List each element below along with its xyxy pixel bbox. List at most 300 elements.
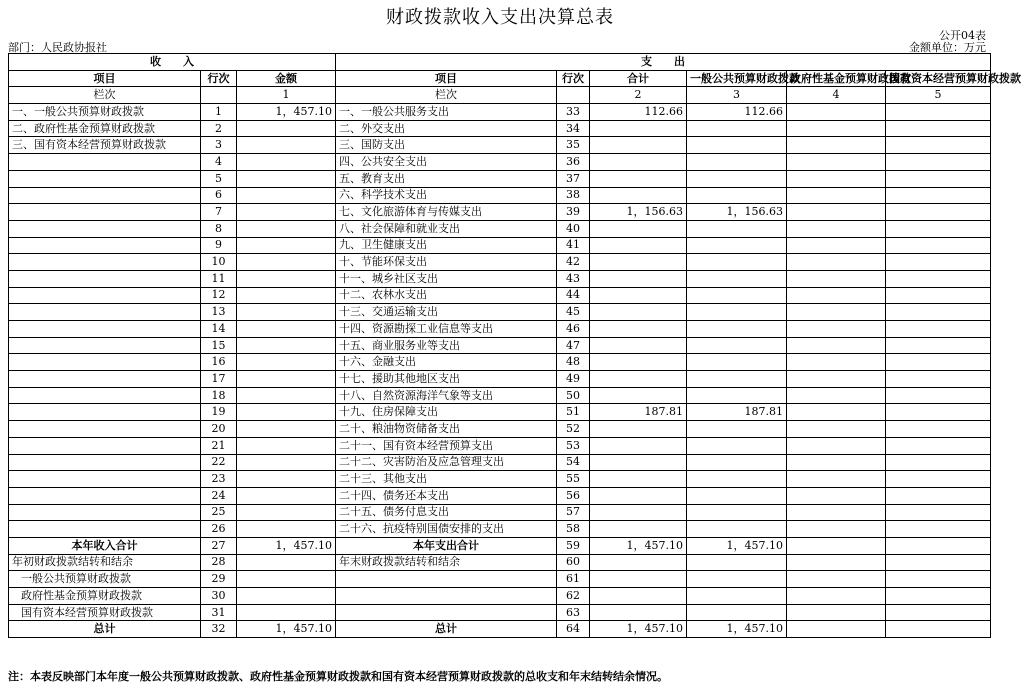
expense-rowno-cell: 34 — [557, 120, 590, 137]
amount-unit-label: 金额单位：万元 — [909, 41, 986, 54]
expense-total-cell — [590, 287, 687, 304]
general-budget-cell — [687, 170, 787, 187]
expense-total-cell — [590, 588, 687, 605]
expense-item-cell: 十三、交通运输支出 — [336, 304, 557, 321]
state-capital-cell — [886, 454, 991, 471]
table-row — [9, 604, 991, 621]
general-budget-cell: 112.66 — [687, 104, 787, 121]
income-item-cell — [9, 354, 201, 371]
income-rowno-cell: 1 — [201, 104, 237, 121]
table-row — [9, 588, 991, 605]
general-budget-cell — [687, 504, 787, 521]
expense-item-cell: 二十四、债务还本支出 — [336, 487, 557, 504]
expense-rowno-cell: 40 — [557, 220, 590, 237]
gov-fund-cell — [787, 404, 886, 421]
table-row — [9, 471, 991, 488]
table-row — [9, 521, 991, 538]
income-amount-cell — [237, 404, 336, 421]
income-amount-cell — [237, 504, 336, 521]
income-amount-cell — [237, 254, 336, 271]
expense-rowno-cell: 62 — [557, 588, 590, 605]
table-row — [9, 404, 991, 421]
expense-total-cell — [590, 237, 687, 254]
income-rowno-cell: 23 — [201, 471, 237, 488]
table-row — [9, 337, 991, 354]
income-rowno-cell: 14 — [201, 321, 237, 338]
income-rowno-cell: 15 — [201, 337, 237, 354]
income-amount-cell — [237, 270, 336, 287]
table-row — [9, 321, 991, 338]
income-rowno-cell: 19 — [201, 404, 237, 421]
state-capital-cell — [886, 254, 991, 271]
expense-rowno-cell: 43 — [557, 270, 590, 287]
table-row — [9, 354, 991, 371]
income-item-cell — [9, 487, 201, 504]
general-budget-cell — [687, 120, 787, 137]
expense-total-cell — [590, 137, 687, 154]
expense-total-cell — [590, 220, 687, 237]
expense-item-cell: 二十三、其他支出 — [336, 471, 557, 488]
expense-rowno-cell: 42 — [557, 254, 590, 271]
income-item-cell — [9, 521, 201, 538]
expense-total-cell — [590, 187, 687, 204]
col-number-1: 1 — [237, 87, 336, 104]
general-budget-cell — [687, 254, 787, 271]
expense-total-cell — [590, 387, 687, 404]
general-budget-cell — [687, 487, 787, 504]
state-capital-cell — [886, 487, 991, 504]
gov-fund-cell — [787, 354, 886, 371]
expense-item-cell: 二十五、债务付息支出 — [336, 504, 557, 521]
expense-item-cell: 九、卫生健康支出 — [336, 237, 557, 254]
general-budget-cell: 1，457.10 — [687, 537, 787, 554]
expense-total-cell — [590, 487, 687, 504]
state-capital-cell — [886, 471, 991, 488]
expense-item-cell: 五、教育支出 — [336, 170, 557, 187]
col-number-2: 2 — [590, 87, 687, 104]
expense-total-cell — [590, 454, 687, 471]
income-item-cell — [9, 437, 201, 454]
expense-item-cell: 十六、金融支出 — [336, 354, 557, 371]
general-budget-cell — [687, 554, 787, 571]
gov-fund-cell — [787, 170, 886, 187]
state-capital-cell — [886, 137, 991, 154]
income-amount-header: 金额 — [237, 70, 336, 87]
general-budget-cell — [687, 321, 787, 338]
income-rowno-cell: 13 — [201, 304, 237, 321]
income-rowno-header: 行次 — [201, 70, 237, 87]
expense-rowno-cell: 35 — [557, 137, 590, 154]
income-item-cell — [9, 170, 201, 187]
gov-fund-cell — [787, 237, 886, 254]
gov-fund-cell — [787, 321, 886, 338]
expense-rowno-cell: 49 — [557, 371, 590, 388]
expense-item-cell: 总计 — [336, 621, 557, 638]
expense-item-cell: 十二、农林水支出 — [336, 287, 557, 304]
expense-rowno-cell: 63 — [557, 604, 590, 621]
income-amount-cell — [237, 471, 336, 488]
income-rowno-cell: 24 — [201, 487, 237, 504]
gov-fund-cell — [787, 471, 886, 488]
expense-total-cell — [590, 304, 687, 321]
income-rowno-cell: 30 — [201, 588, 237, 605]
expense-item-cell: 六、科学技术支出 — [336, 187, 557, 204]
expense-item-cell: 一、一般公共服务支出 — [336, 104, 557, 121]
income-item-cell: 二、政府性基金预算财政拨款 — [9, 120, 201, 137]
state-capital-cell — [886, 571, 991, 588]
expense-item-cell — [336, 588, 557, 605]
general-budget-cell: 1，156.63 — [687, 204, 787, 221]
expense-total-cell: 1，457.10 — [590, 621, 687, 638]
table-row — [9, 571, 991, 588]
income-item-cell — [9, 471, 201, 488]
expense-rowno-cell: 64 — [557, 621, 590, 638]
income-amount-cell — [237, 220, 336, 237]
income-item-cell: 国有资本经营预算财政拨款 — [9, 604, 201, 621]
income-amount-cell — [237, 521, 336, 538]
income-amount-cell — [237, 304, 336, 321]
income-rowno-cell: 12 — [201, 287, 237, 304]
income-item-cell — [9, 404, 201, 421]
col-number-3: 3 — [687, 87, 787, 104]
income-amount-cell — [237, 337, 336, 354]
expense-item-cell: 十九、住房保障支出 — [336, 404, 557, 421]
income-item-header: 项目 — [9, 70, 201, 87]
expense-item-cell — [336, 604, 557, 621]
income-rowno-cell: 6 — [201, 187, 237, 204]
expense-total-cell — [590, 337, 687, 354]
col-number-empty — [201, 87, 237, 104]
expense-total-cell — [590, 471, 687, 488]
table-row — [9, 304, 991, 321]
department-label: 部门：人民政协报社 — [8, 41, 107, 54]
expense-item-cell: 本年支出合计 — [336, 537, 557, 554]
income-amount-cell — [237, 204, 336, 221]
general-budget-cell — [687, 521, 787, 538]
expense-total-cell — [590, 604, 687, 621]
expense-total-header: 合计 — [590, 70, 687, 87]
gov-fund-cell — [787, 554, 886, 571]
state-capital-cell — [886, 621, 991, 638]
income-amount-cell — [237, 571, 336, 588]
table-row — [9, 504, 991, 521]
general-budget-cell — [687, 387, 787, 404]
expense-item-cell: 十、节能环保支出 — [336, 254, 557, 271]
expense-item-cell: 七、文化旅游体育与传媒支出 — [336, 204, 557, 221]
income-rowno-cell: 4 — [201, 154, 237, 171]
income-item-cell — [9, 287, 201, 304]
expense-total-cell — [590, 371, 687, 388]
gov-fund-cell — [787, 521, 886, 538]
expense-item-cell — [336, 571, 557, 588]
gov-fund-cell — [787, 604, 886, 621]
state-capital-cell — [886, 537, 991, 554]
expense-total-cell: 1，457.10 — [590, 537, 687, 554]
table-row — [9, 204, 991, 221]
income-rowno-cell: 31 — [201, 604, 237, 621]
expense-rowno-cell: 39 — [557, 204, 590, 221]
expense-total-cell — [590, 504, 687, 521]
income-rowno-cell: 11 — [201, 270, 237, 287]
expense-total-cell — [590, 154, 687, 171]
state-capital-cell — [886, 521, 991, 538]
state-capital-cell — [886, 270, 991, 287]
income-amount-cell — [237, 588, 336, 605]
report-title: 财政拨款收入支出决算总表 — [386, 7, 614, 28]
income-rowno-cell: 26 — [201, 521, 237, 538]
general-budget-cell — [687, 304, 787, 321]
income-amount-cell: 1，457.10 — [237, 104, 336, 121]
income-amount-cell — [237, 371, 336, 388]
expense-rowno-cell: 58 — [557, 521, 590, 538]
table-row — [9, 270, 991, 287]
gov-fund-cell — [787, 154, 886, 171]
general-budget-cell — [687, 137, 787, 154]
gov-fund-cell — [787, 487, 886, 504]
expense-total-cell — [590, 521, 687, 538]
income-item-cell — [9, 454, 201, 471]
income-amount-cell — [237, 237, 336, 254]
general-budget-cell: 1，457.10 — [687, 621, 787, 638]
income-item-cell: 年初财政拨款结转和结余 — [9, 554, 201, 571]
expense-rowno-header: 行次 — [557, 70, 590, 87]
state-capital-cell — [886, 504, 991, 521]
income-rowno-cell: 16 — [201, 354, 237, 371]
gov-fund-cell — [787, 254, 886, 271]
income-item-cell: 一般公共预算财政拨款 — [9, 571, 201, 588]
col-number-empty — [557, 87, 590, 104]
gov-fund-cell — [787, 220, 886, 237]
general-budget-cell — [687, 371, 787, 388]
general-budget-cell — [687, 588, 787, 605]
expense-total-cell — [590, 254, 687, 271]
income-item-cell — [9, 321, 201, 338]
gov-fund-cell — [787, 120, 886, 137]
table-row — [9, 371, 991, 388]
state-capital-cell — [886, 337, 991, 354]
state-capital-cell — [886, 371, 991, 388]
expense-rowno-cell: 56 — [557, 487, 590, 504]
general-budget-cell — [687, 287, 787, 304]
gov-fund-cell — [787, 104, 886, 121]
income-item-cell — [9, 270, 201, 287]
income-item-cell — [9, 220, 201, 237]
table-row — [9, 170, 991, 187]
expense-total-cell — [590, 354, 687, 371]
income-amount-cell — [237, 321, 336, 338]
income-amount-cell — [237, 487, 336, 504]
table-row — [9, 120, 991, 137]
general-budget-cell — [687, 571, 787, 588]
expense-total-cell — [590, 437, 687, 454]
income-amount-cell — [237, 387, 336, 404]
col-number-4: 4 — [787, 87, 886, 104]
income-item-cell: 本年收入合计 — [9, 537, 201, 554]
expense-rowno-cell: 45 — [557, 304, 590, 321]
expense-rowno-cell: 53 — [557, 437, 590, 454]
income-rowno-cell: 28 — [201, 554, 237, 571]
expense-rowno-cell: 37 — [557, 170, 590, 187]
general-budget-header: 一般公共预算财政拨款 — [687, 70, 787, 87]
table-row — [9, 621, 991, 638]
gov-fund-cell — [787, 287, 886, 304]
income-item-cell — [9, 387, 201, 404]
state-capital-cell — [886, 437, 991, 454]
table-row — [9, 154, 991, 171]
income-rowno-cell: 27 — [201, 537, 237, 554]
gov-fund-cell — [787, 588, 886, 605]
expense-total-cell — [590, 321, 687, 338]
income-rowno-cell: 32 — [201, 621, 237, 638]
income-item-cell — [9, 237, 201, 254]
general-budget-cell — [687, 354, 787, 371]
state-capital-cell — [886, 204, 991, 221]
income-item-cell — [9, 371, 201, 388]
table-row — [9, 237, 991, 254]
expense-total-cell — [590, 270, 687, 287]
general-budget-cell — [687, 337, 787, 354]
income-item-cell — [9, 304, 201, 321]
income-amount-cell — [237, 187, 336, 204]
expense-item-header: 项目 — [336, 70, 557, 87]
expense-item-cell: 二十一、国有资本经营预算支出 — [336, 437, 557, 454]
income-amount-cell: 1，457.10 — [237, 621, 336, 638]
general-budget-cell: 187.81 — [687, 404, 787, 421]
expense-item-cell: 十五、商业服务业等支出 — [336, 337, 557, 354]
income-section-header: 收 入 — [9, 54, 336, 71]
gov-fund-cell — [787, 337, 886, 354]
income-item-cell — [9, 254, 201, 271]
state-capital-cell — [886, 154, 991, 171]
state-capital-cell — [886, 404, 991, 421]
expense-item-cell: 十七、援助其他地区支出 — [336, 371, 557, 388]
expense-item-cell: 十八、自然资源海洋气象等支出 — [336, 387, 557, 404]
expense-total-cell: 1，156.63 — [590, 204, 687, 221]
gov-fund-cell — [787, 571, 886, 588]
state-capital-cell — [886, 321, 991, 338]
expense-item-cell: 二十六、抗疫特别国债安排的支出 — [336, 521, 557, 538]
state-capital-cell — [886, 287, 991, 304]
expense-rowno-cell: 44 — [557, 287, 590, 304]
table-row — [9, 220, 991, 237]
income-rowno-cell: 5 — [201, 170, 237, 187]
state-capital-cell — [886, 604, 991, 621]
state-capital-cell — [886, 170, 991, 187]
gov-fund-cell — [787, 454, 886, 471]
state-capital-cell — [886, 120, 991, 137]
expense-rowno-cell: 47 — [557, 337, 590, 354]
general-budget-cell — [687, 454, 787, 471]
expense-rowno-cell: 57 — [557, 504, 590, 521]
income-item-cell — [9, 154, 201, 171]
budget-summary-table — [8, 53, 1021, 638]
expense-item-cell: 三、国防支出 — [336, 137, 557, 154]
gov-fund-cell — [787, 204, 886, 221]
gov-fund-cell — [787, 504, 886, 521]
table-row — [9, 421, 991, 438]
income-item-cell: 政府性基金预算财政拨款 — [9, 588, 201, 605]
general-budget-cell — [687, 237, 787, 254]
income-rowno-cell: 18 — [201, 387, 237, 404]
gov-fund-cell — [787, 621, 886, 638]
income-amount-cell — [237, 120, 336, 137]
expense-total-cell: 187.81 — [590, 404, 687, 421]
state-capital-cell — [886, 187, 991, 204]
expense-rowno-cell: 48 — [557, 354, 590, 371]
expense-rowno-cell: 52 — [557, 421, 590, 438]
gov-fund-cell — [787, 421, 886, 438]
general-budget-cell — [687, 187, 787, 204]
expense-rowno-cell: 60 — [557, 554, 590, 571]
income-rowno-cell: 17 — [201, 371, 237, 388]
col-number-5: 5 — [886, 87, 991, 104]
table-row — [9, 487, 991, 504]
income-rowno-cell: 10 — [201, 254, 237, 271]
expense-item-cell: 十一、城乡社区支出 — [336, 270, 557, 287]
income-amount-cell — [237, 437, 336, 454]
table-row — [9, 537, 991, 554]
state-capital-cell — [886, 387, 991, 404]
form-code: 公开04表 — [939, 29, 986, 42]
general-budget-cell — [687, 270, 787, 287]
expense-rowno-cell: 41 — [557, 237, 590, 254]
general-budget-cell — [687, 437, 787, 454]
expense-total-cell — [590, 554, 687, 571]
income-rowno-cell: 9 — [201, 237, 237, 254]
expense-item-cell: 十四、资源勘探工业信息等支出 — [336, 321, 557, 338]
expense-rowno-cell: 55 — [557, 471, 590, 488]
expense-rowno-cell: 54 — [557, 454, 590, 471]
income-rowno-cell: 29 — [201, 571, 237, 588]
income-rowno-cell: 2 — [201, 120, 237, 137]
state-capital-cell — [886, 304, 991, 321]
state-capital-cell — [886, 237, 991, 254]
gov-fund-cell — [787, 387, 886, 404]
expense-item-cell: 二十二、灾害防治及应急管理支出 — [336, 454, 557, 471]
expense-item-cell: 四、公共安全支出 — [336, 154, 557, 171]
expense-item-cell: 二十、粮油物资储备支出 — [336, 421, 557, 438]
expense-total-cell — [590, 170, 687, 187]
general-budget-cell — [687, 604, 787, 621]
income-amount-cell: 1，457.10 — [237, 537, 336, 554]
expense-rowno-cell: 46 — [557, 321, 590, 338]
table-row — [9, 287, 991, 304]
gov-fund-cell — [787, 537, 886, 554]
general-budget-cell — [687, 471, 787, 488]
gov-fund-cell — [787, 137, 886, 154]
table-row — [9, 137, 991, 154]
table-row — [9, 104, 991, 121]
income-rowno-cell: 3 — [201, 137, 237, 154]
income-rowno-cell: 25 — [201, 504, 237, 521]
table-row — [9, 454, 991, 471]
income-amount-cell — [237, 354, 336, 371]
expense-rowno-cell: 38 — [557, 187, 590, 204]
income-item-cell — [9, 187, 201, 204]
state-capital-cell — [886, 104, 991, 121]
income-rowno-cell: 20 — [201, 421, 237, 438]
table-row — [9, 554, 991, 571]
income-amount-cell — [237, 287, 336, 304]
gov-fund-cell — [787, 187, 886, 204]
table-row — [9, 254, 991, 271]
income-amount-cell — [237, 554, 336, 571]
income-amount-cell — [237, 421, 336, 438]
expense-rowno-cell: 36 — [557, 154, 590, 171]
income-amount-cell — [237, 454, 336, 471]
income-item-cell — [9, 337, 201, 354]
income-item-cell — [9, 204, 201, 221]
